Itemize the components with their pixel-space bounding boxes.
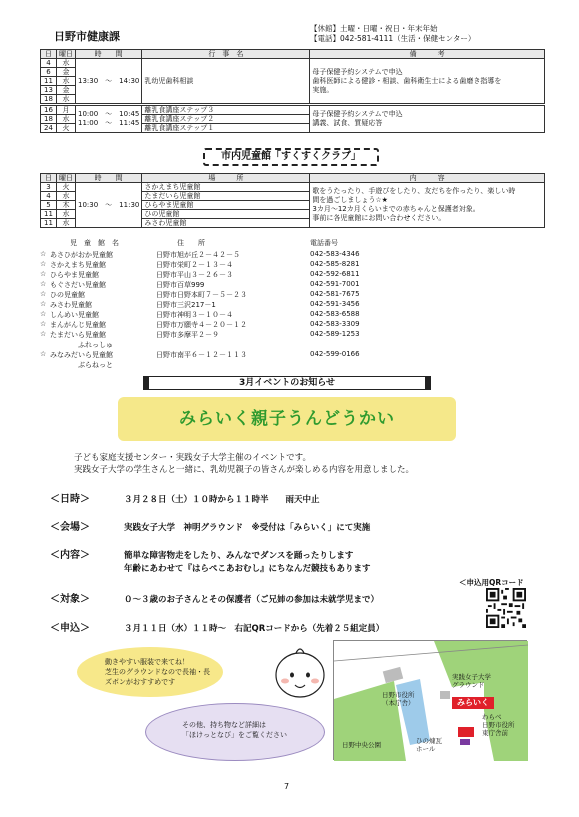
hall-name: たまだいら児童館: [50, 331, 106, 339]
header-place: 場 所: [142, 174, 310, 183]
weekday-cell: 月: [57, 105, 76, 115]
place-cell: ひらやま児童館: [142, 201, 310, 210]
weekday-cell: 水: [57, 59, 76, 68]
event-content-row-2: [50, 562, 371, 574]
hall-building: [460, 739, 470, 745]
header-time: 時 間: [76, 50, 142, 59]
event-content-label: ＜内容＞: [50, 550, 90, 561]
bubble-line: その他、持ち物など詳細は: [182, 721, 266, 729]
event-cell: 離乳食講座ステップ２: [142, 115, 310, 124]
hall-address: 日野市三沢217－1: [156, 301, 216, 309]
map-label-line: 東庁舎前: [482, 729, 508, 737]
bubble-line: 動きやすい服装で来てね！: [105, 658, 189, 666]
header-day: 日: [41, 174, 57, 183]
star-icon: ☆: [40, 270, 47, 278]
hall-phone: 042-583-4346: [310, 250, 360, 258]
map-label-warabe: [482, 713, 515, 737]
day-cell: 18: [41, 115, 57, 124]
map-label-line: わらべ: [482, 713, 502, 721]
event-venue-label: ＜会場＞: [50, 522, 90, 533]
miraiku-building: [458, 727, 474, 737]
event-cell: 離乳食講座ステップ１: [142, 124, 310, 133]
event-content-value: 簡単な障害物走をしたり、みんなでダンスを踊ったりします: [124, 551, 354, 561]
star-icon: ☆: [40, 290, 47, 298]
weaning-note: [310, 105, 545, 133]
weekday-cell: 水: [57, 95, 76, 105]
map-label-miraiku: みらいく: [452, 697, 494, 709]
event-target-value: ０～３歳のお子さんとその保護者（ご兄姉の参加は未就学児まで）: [124, 595, 380, 605]
star-icon: ☆: [40, 250, 47, 258]
hall-address: 日野市南平６－１２－１１３: [156, 351, 247, 359]
day-cell: 11: [41, 219, 57, 228]
map-label-line: ひの煉瓦: [416, 737, 442, 745]
map-label-park: 日野中央公園: [342, 741, 381, 749]
header-weekday: 曜日: [57, 174, 76, 183]
content-line: 3カ月～12カ月くらいまでの赤ちゃんと保護者対象。: [312, 205, 480, 213]
event-cell: 離乳食講座ステップ３: [142, 105, 310, 115]
hall-name: まんがんじ児童館: [50, 321, 106, 329]
hall-name: もぐさだい児童館: [50, 281, 106, 289]
day-cell: 24: [41, 124, 57, 133]
event-apply-label: ＜申込＞: [50, 623, 90, 634]
hall-phone: 042-591-3456: [310, 300, 360, 308]
map-label-line: ホール: [416, 745, 436, 753]
club-title: 市内児童館「すくすくクラブ」: [203, 148, 379, 166]
note-line: 母子保健予約システムで申込: [312, 110, 403, 118]
club-time: 10:30 ～ 11:30: [76, 183, 142, 228]
intro-line: 子ども家庭支援センター・実践女子大学主催のイベントです。: [74, 453, 311, 463]
day-cell: 11: [41, 210, 57, 219]
map-label-university: [452, 673, 491, 689]
star-icon: ☆: [40, 310, 47, 318]
time-line: 10:00 ～ 10:45: [78, 110, 140, 118]
content-line: 事前に各児童館にお問い合わせください。: [312, 214, 446, 222]
weekday-cell: 水: [57, 115, 76, 124]
hall-name: あさひがおか児童館: [50, 251, 113, 259]
intro-line: 実践女子大学の学生さんと一緒に、乳幼児親子の皆さんが楽しめる内容を用意しました。: [74, 465, 415, 475]
hall-address: 日野市多摩平２－９: [156, 331, 219, 339]
map-label-hall: [416, 737, 442, 753]
department-title: 日野市健康課: [54, 30, 120, 43]
hall-phone: 042-592-6811: [310, 270, 360, 278]
header-event: 行 事 名: [142, 50, 310, 59]
hall-address: 日野市日野本町７－５－２３: [156, 291, 247, 299]
child-face-illustration: [272, 643, 328, 703]
weekday-cell: 木: [57, 201, 76, 210]
event-date-value: ３月２８日（土）１０時から１１時半 雨天中止: [124, 495, 320, 505]
dental-event: 乳幼児歯科相談: [142, 59, 310, 105]
event-target-row: [50, 590, 379, 605]
table-header-row: [41, 174, 545, 183]
hall-address: 日野市旭が丘２－４２－５: [156, 251, 240, 259]
closed-days: 【休館】土曜・日曜・祝日・年末年始: [310, 24, 438, 33]
time-line: 11:00 ～ 11:45: [78, 119, 140, 127]
weekday-cell: 水: [57, 210, 76, 219]
dental-note: [310, 59, 545, 105]
event-date-row: [50, 490, 320, 505]
day-cell: 13: [41, 86, 57, 95]
hall-phone: 042-583-3309: [310, 320, 360, 328]
header-note: 備 考: [310, 50, 545, 59]
hall-address: 日野市栄町２－１３－４: [156, 261, 233, 269]
table-row: [41, 183, 545, 192]
content-line: 間を過ごしましょう☆★: [312, 196, 388, 204]
weekday-cell: 水: [57, 192, 76, 201]
march-events-title: 3月イベントのお知らせ: [143, 376, 431, 390]
header-day: 日: [41, 50, 57, 59]
hall-phone: 042-599-0166: [310, 350, 360, 358]
day-cell: 4: [41, 59, 57, 68]
day-cell: 16: [41, 105, 57, 115]
clothing-tip-bubble: [77, 647, 223, 697]
hall-phone: 042-583-6588: [310, 310, 360, 318]
hall-name: みさわ児童館: [50, 301, 92, 309]
event-apply-row: [50, 619, 384, 634]
table-header-row: [41, 50, 545, 59]
qr-code-icon[interactable]: [486, 588, 526, 628]
hall-name: ふれっしゅ: [50, 341, 113, 349]
event-date-label: ＜日時＞: [50, 494, 90, 505]
day-cell: 3: [41, 183, 57, 192]
day-cell: 4: [41, 192, 57, 201]
map-label-line: グラウンド: [452, 681, 485, 689]
map-label-line: （本庁舎）: [382, 699, 415, 707]
weekday-cell: 火: [57, 183, 76, 192]
table-row: [41, 59, 545, 68]
bubble-line: ズボンがおすすめです: [105, 678, 176, 686]
hall-name: しんめい児童館: [50, 311, 99, 319]
star-icon: ☆: [40, 330, 47, 338]
bubble-line: 「ほけっとなび」をご覧ください: [182, 731, 287, 739]
directory-head-phone: 電話番号: [310, 239, 338, 247]
dental-time: 13:30 ～ 14:30: [76, 59, 142, 105]
note-line: 講義、試食、質疑応答: [312, 119, 383, 127]
star-icon: ☆: [40, 260, 47, 268]
details-bubble: [145, 703, 325, 761]
event-banner: みらいく親子うんどうかい: [118, 397, 456, 441]
event-content-row: [50, 546, 353, 561]
place-cell: ひの児童館: [142, 210, 310, 219]
venue-map: [333, 640, 527, 760]
page-number: 7: [284, 782, 290, 791]
header-time: 時 間: [76, 174, 142, 183]
hall-address: 日野市平山３－２６－３: [156, 271, 233, 279]
bubble-line: 芝生のグラウンドなので長袖・長: [105, 668, 210, 676]
directory-head-address: 住 所: [177, 239, 205, 247]
place-cell: みさわ児童館: [142, 219, 310, 228]
hall-name: ひらやま児童館: [50, 271, 99, 279]
content-line: 歌をうたったり、手遊びをしたり、友だちを作ったり、楽しい時: [312, 187, 516, 195]
note-line: 母子保健予約システムで申込: [312, 67, 403, 76]
weaning-time: [76, 105, 142, 133]
hall-phone: 042-589-1253: [310, 330, 360, 338]
hall-phone: 042-581-7675: [310, 290, 360, 298]
weekday-cell: 金: [57, 68, 76, 77]
star-icon: ☆: [40, 300, 47, 308]
health-schedule-table: [40, 49, 545, 133]
office-info: [310, 24, 475, 44]
day-cell: 6: [41, 68, 57, 77]
day-cell: 5: [41, 201, 57, 210]
place-cell: たまだいら児童館: [142, 192, 310, 201]
day-cell: 18: [41, 95, 57, 105]
table-row: [41, 105, 545, 115]
weekday-cell: 水: [57, 77, 76, 86]
qr-code-label: ＜申込用QRコード: [459, 578, 524, 587]
hall-name: ぶらねっと: [50, 361, 113, 369]
weekday-cell: 火: [57, 124, 76, 133]
event-intro: [74, 452, 414, 476]
hall-address: 日野市百草999: [156, 281, 205, 289]
star-icon: ☆: [40, 280, 47, 288]
header-content: 内 容: [310, 174, 545, 183]
event-content-value-2: 年齢にあわせて『はらぺこあおむし』にちなんだ競技もあります: [124, 564, 371, 574]
phone-number: 【電話】042-581-4111（生活・保健センター）: [310, 34, 476, 43]
star-icon: ☆: [40, 320, 47, 328]
hall-name: さかえまち児童館: [50, 261, 106, 269]
building: [440, 691, 450, 699]
hall-address: 日野市万願寺４－２０－１２: [156, 321, 247, 329]
map-label-line: 日野市役所: [382, 691, 415, 699]
note-line: 実施。: [312, 85, 334, 94]
hall-name: みなみだいら児童館: [50, 351, 113, 359]
event-venue-row: [50, 518, 370, 533]
hall-phone: 042-591-7001: [310, 280, 360, 288]
star-icon: ☆: [40, 350, 47, 358]
place-cell: さかえまち児童館: [142, 183, 310, 192]
club-content: [310, 183, 545, 228]
weekday-cell: 金: [57, 86, 76, 95]
hall-address: 日野市神明３－１０－４: [156, 311, 233, 319]
directory-head-name: 児 童 館 名: [70, 239, 119, 247]
hall-phone: 042-585-8281: [310, 260, 360, 268]
event-apply-value: ３月１１日（水）１１時～ 右記QRコードから（先着２５組定員）: [124, 624, 385, 634]
day-cell: 11: [41, 77, 57, 86]
weekday-cell: 水: [57, 219, 76, 228]
event-target-label: ＜対象＞: [50, 594, 90, 605]
map-label-city-hall: [382, 691, 415, 707]
club-schedule-table: [40, 173, 545, 228]
hall-name: ひの児童館: [50, 291, 85, 299]
map-label-line: 日野市役所: [482, 721, 515, 729]
map-label-line: 実践女子大学: [452, 673, 491, 681]
note-line: 歯科医師による健診・相談、歯科衛生士による歯磨き指導を: [312, 76, 502, 85]
header-weekday: 曜日: [57, 50, 76, 59]
event-venue-value: 実践女子大学 神明グラウンド ※受付は「みらいく」にて実施: [124, 523, 371, 533]
